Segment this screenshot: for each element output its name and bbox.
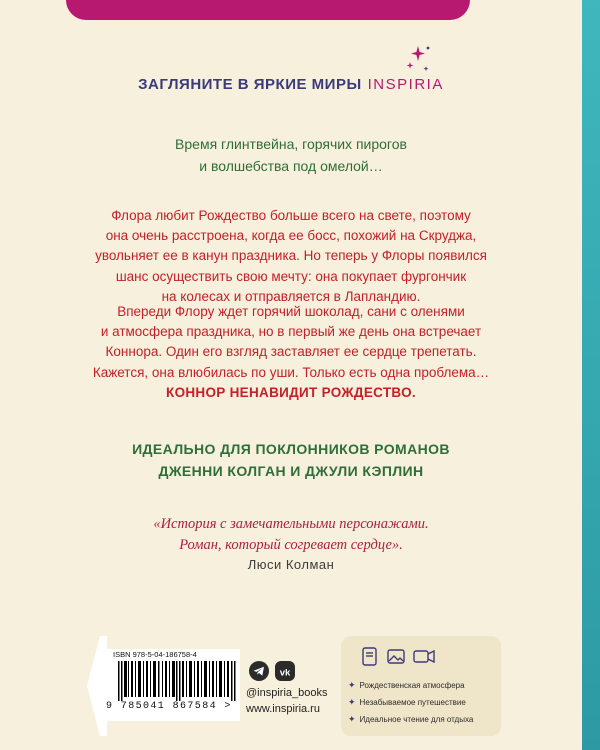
tagline-line: Время глинтвейна, горячих пирогов <box>175 136 407 152</box>
feature-label: Рождественская атмосфера <box>359 681 465 690</box>
blurb-line: Кажется, она влюбилась по уши. Только есть одна проблема… <box>92 364 490 380</box>
sparkle-bullet-icon: ✦ <box>348 714 356 724</box>
vk-icon[interactable] <box>275 661 295 681</box>
series-header <box>0 76 582 93</box>
feature-label: Идеальное чтение для отдыха <box>359 715 474 724</box>
blurb-paragraph-2 <box>0 302 582 403</box>
video-icon <box>414 651 434 662</box>
sparkle-bullet-icon: ✦ <box>348 697 356 707</box>
isbn-text: ISBN 978-5-04-186758-4 <box>113 650 197 659</box>
format-icons <box>360 645 440 669</box>
blurb-line: и атмосфера праздника, но в первый же день она встречает <box>100 324 482 340</box>
barcode-icon <box>118 661 236 701</box>
social-handle[interactable]: @inspiria_books <box>246 687 328 699</box>
blurb-line: увольняет ее в канун праздника. Но теперь у Флоры появился <box>95 248 487 264</box>
recommendation-line: ИДЕАЛЬНО ДЛЯ ПОКЛОННИКОВ РОМАНОВ <box>132 441 450 457</box>
blurb-paragraph-1 <box>0 206 582 307</box>
quote-line: «История с замечательными персонажами. <box>153 516 429 532</box>
sparkle-bullet-icon: ✦ <box>348 680 356 690</box>
top-tab <box>66 0 470 20</box>
spine-strip <box>582 0 600 750</box>
feature-item <box>348 697 466 708</box>
social-icons <box>248 660 298 682</box>
series-title: ЗАГЛЯНИТЕ В ЯРКИЕ МИРЫ <box>138 76 362 93</box>
website-link[interactable]: www.inspiria.ru <box>246 703 320 715</box>
tagline-line: и волшебства под омелой… <box>199 158 383 174</box>
feature-item <box>348 680 465 691</box>
blurb-line: Коннора. Один его взгляд заставляет ее сердце трепетать. <box>105 344 477 360</box>
quote-author: Люси Колман <box>247 557 335 572</box>
blurb-line: она очень расстроена, когда ее босс, похожий на Скруджа, <box>105 228 477 244</box>
sparkle-icon <box>404 44 432 74</box>
review-quote <box>0 514 582 556</box>
gallery-icon <box>388 650 404 663</box>
blurb-line: на колесах и отправляется в Лапландию. <box>161 288 421 304</box>
blurb-line: шанс осуществить свою мечту: она покупает фургончик <box>115 268 467 284</box>
blurb-line: Флора любит Рождество больше всего на свете, поэтому <box>111 208 471 223</box>
ebook-icon <box>363 648 376 665</box>
recommendation-line: ДЖЕННИ КОЛГАН И ДЖУЛИ КЭПЛИН <box>158 463 424 479</box>
svg-text:vk: vk <box>279 667 291 679</box>
tagline <box>0 133 582 177</box>
publisher-brand: INSPIRIA <box>367 76 444 93</box>
blurb-emphasis: КОННОР НЕНАВИДИТ РОЖДЕСТВО. <box>166 384 416 400</box>
blurb-line: Впереди Флору ждет горячий шоколад, сани с оленями <box>117 304 465 319</box>
telegram-icon[interactable] <box>249 661 269 681</box>
recommendation <box>0 438 582 482</box>
quote-line: Роман, который согревает сердце». <box>179 537 403 553</box>
feature-item <box>348 714 473 725</box>
barcode-number: 9 785041 867584 > <box>106 701 232 712</box>
feature-label: Незабываемое путешествие <box>359 698 466 707</box>
